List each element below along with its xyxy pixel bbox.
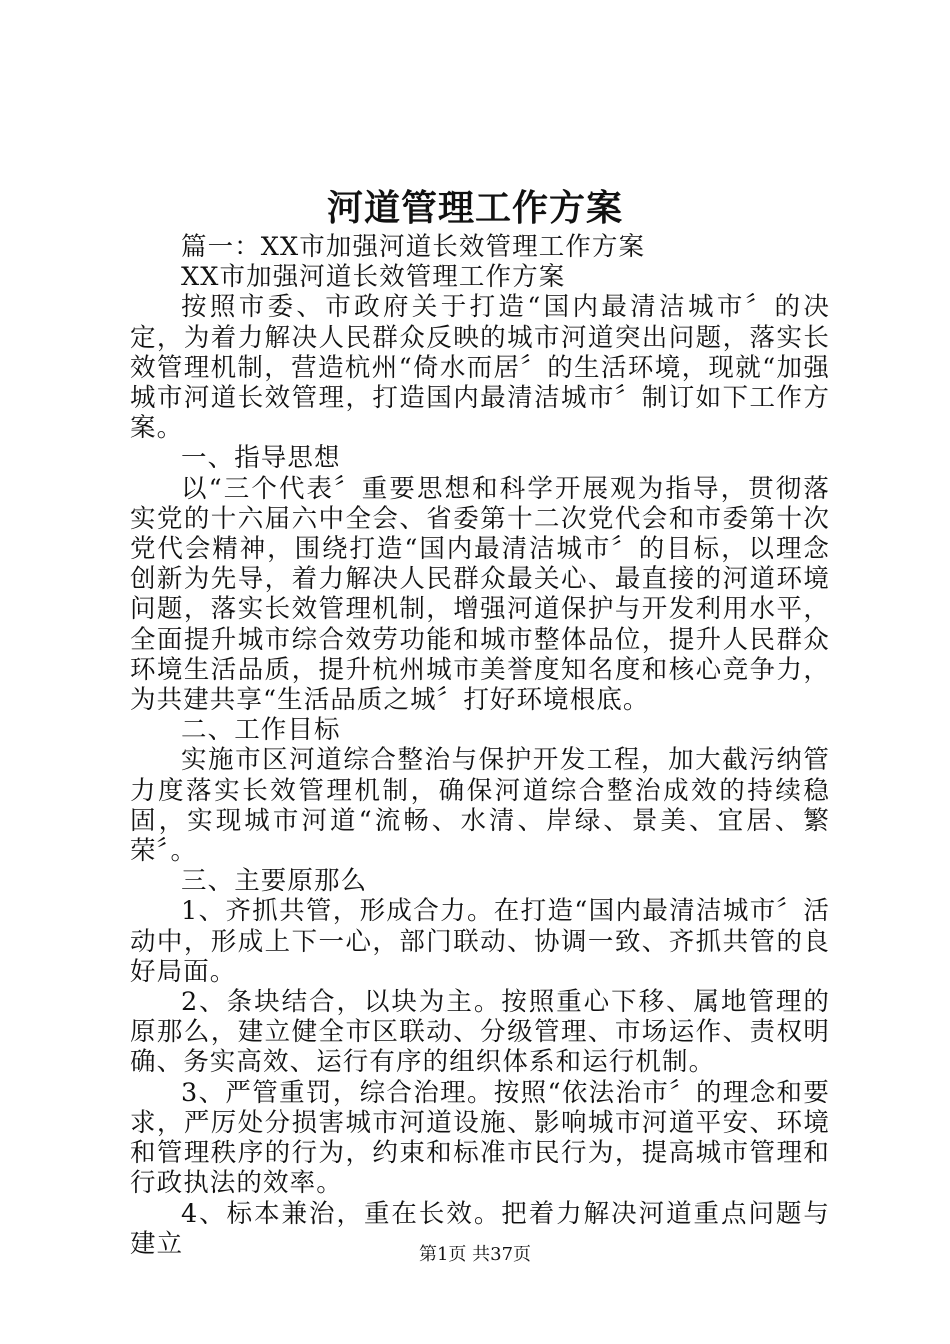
section-heading: 一、指导思想 — [181, 443, 341, 474]
paragraph: 1、齐抓共管，形成合力。在打造“国内最清洁城市〞活动中，形成上下一心，部门联动、协调一致、齐抓共管的良好局面。 — [130, 896, 830, 987]
document-body — [130, 232, 830, 1259]
paragraph: 实施市区河道综合整治与保护开发工程，加大截污纳管力度落实长效管理机制，确保河道综合整治成效的持续稳固，实现城市河道“流畅、水清、岸绿、景美、宜居、繁荣〞。 — [130, 745, 830, 867]
paragraph: 按照市委、市政府关于打造“国内最清洁城市〞的决定，为着力解决人民群众反映的城市河道突出问题，落实长效管理机制，营造杭州“倚水而居〞的生活环境，现就“加强城市河道长效管理，打造国内最清洁城市〞制订如下工作方案。 — [130, 292, 830, 444]
page-title: 河道管理工作方案 — [326, 187, 623, 229]
page-number: 第1页 共37页 — [418, 1244, 532, 1265]
paragraph: 4、标本兼治，重在长效。把着力解决河道重点问题与建立 — [130, 1198, 830, 1259]
section-heading: 篇一：XX市加强河道长效管理工作方案 — [181, 232, 646, 262]
paragraph: 3、严管重罚，综合治理。按照“依法治市〞的理念和要求，严厉处分损害城市河道设施、影响城市河道平安、环境和管理秩序的行为，约束和标准市民行为，提高城市管理和行政执法的效率。 — [130, 1077, 830, 1199]
paragraph: 2、条块结合，以块为主。按照重心下移、属地管理的原那么，建立健全市区联动、分级管理、市场运作、责权明确、务实高效、运行有序的组织体系和运行机制。 — [130, 987, 830, 1078]
section-heading: 二、工作目标 — [181, 715, 341, 746]
section-heading: 三、主要原那么 — [181, 866, 368, 897]
sub-title: XX市加强河道长效管理工作方案 — [181, 262, 566, 293]
paragraph: 以“三个代表〞重要思想和科学开展观为指导，贯彻落实党的十六届六中全会、省委第十二次党代会和市委第十次党代会精神，围绕打造“国内最清洁城市〞的目标，以理念创新为先导，着力解决人民群众最关心、最直接的河道环境问题，落实长效管理机制，增强河道保护与开发利用水平，全面提升城市综合效劳功能和城市整体品位，提升人民群众环境生活品质，提升杭州城市美誉度知名度和核心竞争力，为共建共享“生活品质之城〞打好环境根底。 — [130, 473, 830, 716]
